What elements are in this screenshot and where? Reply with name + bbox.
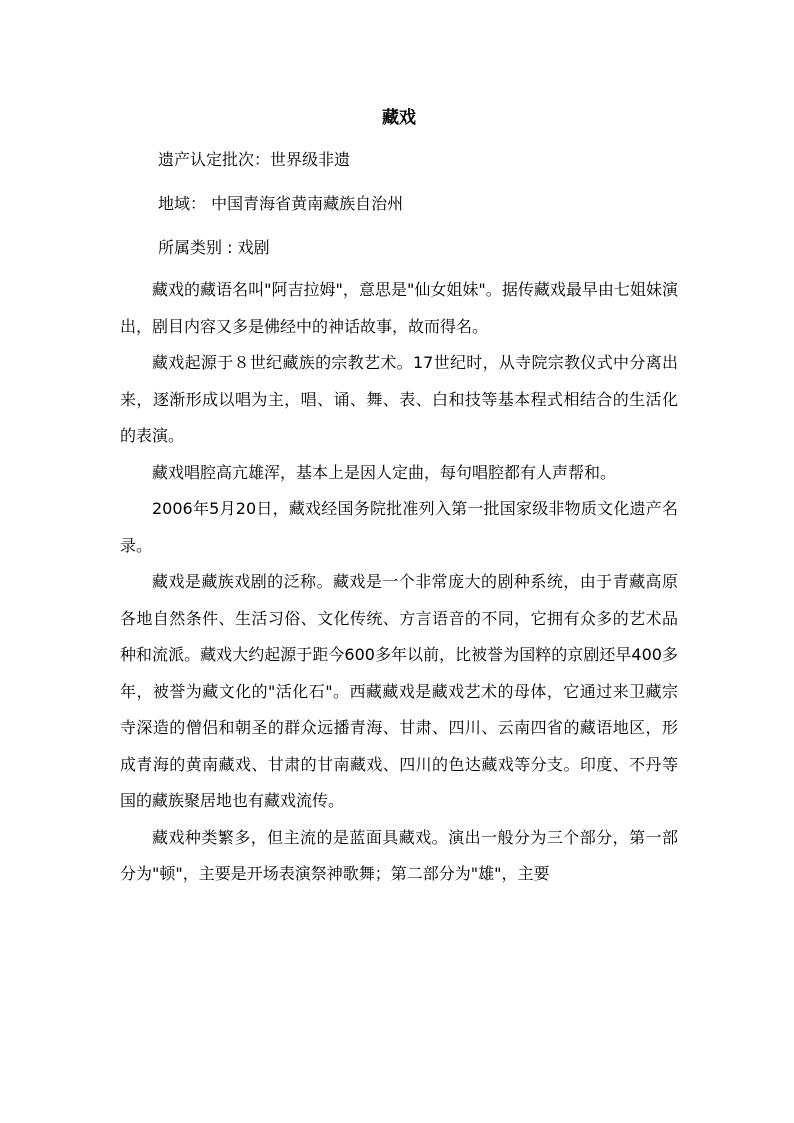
paragraph-overview: 藏戏是藏族戏剧的泛称。藏戏是一个非常庞大的剧种系统，由于青藏高原各地自然条件、生活习俗、文化传统、方言语音的不同，它拥有众多的艺术品种和流派。藏戏大约起源于距今600多年以前，比被誉为国粹的京剧还早400多年，被誉为藏文化的"活化石"。西藏藏戏是藏戏艺术的母体，它通过来卫藏宗寺深造的僧侣和朝圣的群众远播青海、甘肃、四川、云南四省的藏语地区，形成青海的黄南藏戏、甘肃的甘南藏戏、四川的色达藏戏等分支。印度、不丹等国的藏族聚居地也有藏戏流传。 bbox=[120, 572, 678, 810]
category-line: 所属类别 : 戏剧 bbox=[158, 238, 270, 257]
document-title: 藏戏 bbox=[382, 108, 416, 128]
paragraph-history: 藏戏起源于８世纪藏族的宗教艺术。17世纪时，从寺院宗教仪式中分离出来，逐渐形成以唱为主，唱、诵、舞、表、白和技等基本程式相结合的生活化的表演。 bbox=[120, 353, 678, 445]
paragraph-singing: 藏戏唱腔高亢雄浑，基本上是因人定曲，每句唱腔都有人声帮和。 bbox=[152, 462, 617, 482]
region-line: 地域： 中国青海省黄南藏族自治州 bbox=[158, 194, 404, 213]
paragraph-performance: 藏戏种类繁多，但主流的是蓝面具藏戏。演出一般分为三个部分，第一部分为"顿"，主要是开场表演祭神歌舞；第二部分为"雄"，主要 bbox=[120, 827, 678, 883]
paragraph-heritage-list: 2006年5月20日，藏戏经国务院批准列入第一批国家级非物质文化遗产名录。 bbox=[120, 499, 678, 555]
paragraph-name-origin: 藏戏的藏语名叫"阿吉拉姆"，意思是"仙女姐妹"。据传藏戏最早由七姐妹演出，剧目内容又多是佛经中的神话故事，故而得名。 bbox=[120, 280, 678, 336]
document-body bbox=[120, 100, 678, 893]
heritage-batch-line: 遗产认定批次：世界级非遗 bbox=[158, 150, 351, 169]
